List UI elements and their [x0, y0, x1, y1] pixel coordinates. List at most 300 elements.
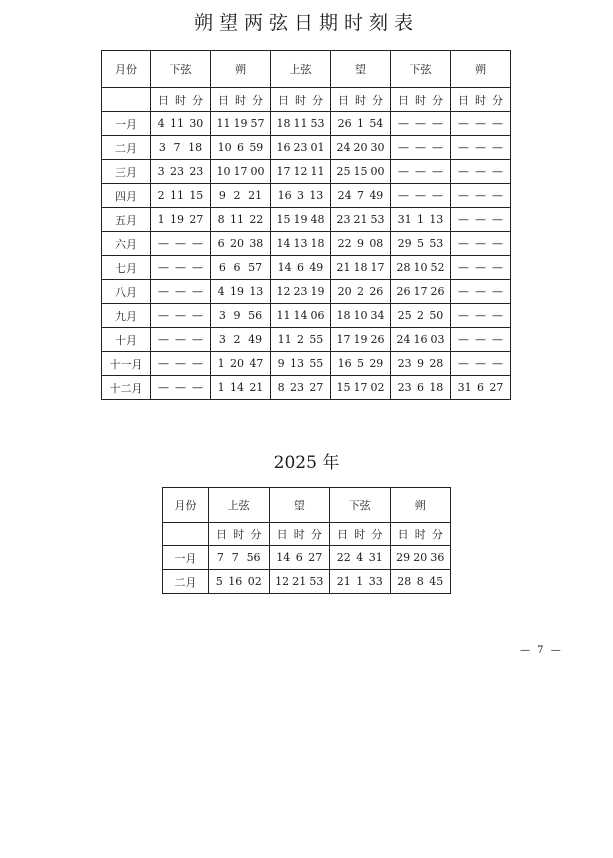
time-value: 49 [369, 189, 384, 202]
time-value: — [175, 357, 186, 370]
time-value: — [175, 261, 186, 274]
time-value: 26 [370, 333, 385, 346]
month-cell: 一月 [163, 546, 209, 570]
time-value: — [415, 189, 426, 202]
time-value: 19 [293, 213, 308, 226]
unit-label: 日 [398, 93, 409, 107]
time-cell [211, 160, 271, 184]
time-value: — [398, 141, 409, 154]
time-value: 7 [216, 551, 224, 564]
unit-header [271, 88, 331, 112]
time-value: 47 [249, 357, 264, 370]
time-value: 1 [356, 575, 364, 588]
unit-label: 时 [175, 93, 186, 107]
unit-label: 时 [475, 93, 486, 107]
time-cell [331, 352, 391, 376]
time-cell [391, 136, 451, 160]
time-value: — [492, 213, 503, 226]
time-value: 4 [356, 551, 364, 564]
time-value: 5 [416, 237, 424, 250]
time-value: 16 [228, 575, 243, 588]
time-value: 49 [309, 261, 324, 274]
time-value: 8 [217, 213, 225, 226]
time-value: — [398, 117, 409, 130]
time-value: — [475, 141, 486, 154]
time-value: 23 [397, 357, 412, 370]
unit-label: 分 [310, 528, 322, 541]
month-cell: 十二月 [102, 376, 151, 400]
time-value: 9 [356, 237, 364, 250]
time-cell [211, 352, 271, 376]
time-cell [391, 112, 451, 136]
time-value: 21 [353, 213, 368, 226]
time-value: — [475, 165, 486, 178]
time-value: 20 [337, 285, 352, 298]
time-value: 02 [370, 381, 385, 394]
unit-label: 日 [458, 93, 469, 107]
time-value: 16 [276, 141, 291, 154]
time-value: — [492, 333, 503, 346]
section-year-title: 2025 年 [273, 453, 340, 473]
time-value: 23 [293, 141, 308, 154]
unit-label: 分 [432, 93, 443, 107]
unit-header [151, 88, 211, 112]
time-value: 5 [215, 575, 223, 588]
unit-label: 时 [235, 93, 246, 107]
time-cell [271, 160, 331, 184]
time-cell [331, 256, 391, 280]
time-value: 1 [217, 381, 225, 394]
time-value: — [458, 309, 469, 322]
time-value: 11 [276, 309, 291, 322]
time-cell [451, 304, 511, 328]
time-cell [331, 160, 391, 184]
time-value: — [492, 141, 503, 154]
table-row [102, 184, 511, 208]
time-value: 57 [250, 117, 265, 130]
time-value: 2 [356, 285, 364, 298]
month-header: 月份 [102, 51, 151, 88]
time-value: 17 [370, 261, 385, 274]
time-cell [271, 256, 331, 280]
time-cell [271, 328, 331, 352]
time-value: 53 [310, 117, 325, 130]
time-value: 21 [248, 189, 263, 202]
time-value: 2 [157, 189, 165, 202]
time-value: — [458, 357, 469, 370]
month-cell: 二月 [163, 570, 209, 594]
month-cell: 二月 [102, 136, 151, 160]
time-value: 52 [430, 261, 445, 274]
time-cell [151, 280, 211, 304]
time-cell [451, 112, 511, 136]
time-value: 59 [249, 141, 264, 154]
time-value: 20 [229, 357, 244, 370]
unit-label: 日 [158, 93, 169, 107]
time-cell [151, 352, 211, 376]
time-value: 31 [397, 213, 412, 226]
table-row [163, 546, 451, 570]
time-value: 11 [169, 189, 184, 202]
time-cell [451, 232, 511, 256]
time-value: — [458, 333, 469, 346]
unit-label: 分 [250, 528, 262, 541]
time-value: — [432, 165, 443, 178]
time-value: 16 [277, 189, 292, 202]
time-cell [209, 570, 270, 594]
time-value: 27 [308, 551, 323, 564]
unit-label: 日 [338, 93, 349, 107]
time-value: 2 [416, 309, 424, 322]
time-value: 2 [233, 189, 241, 202]
time-cell [211, 208, 271, 232]
header-phase-row [163, 488, 451, 523]
time-value: 24 [336, 141, 351, 154]
time-value: 10 [353, 309, 368, 322]
time-value: 30 [189, 117, 204, 130]
time-value: 55 [309, 357, 324, 370]
time-cell [151, 112, 211, 136]
month-cell: 五月 [102, 208, 151, 232]
month-cell: 四月 [102, 184, 151, 208]
time-value: 16 [413, 333, 428, 346]
time-value: 34 [370, 309, 385, 322]
time-value: 17 [233, 165, 248, 178]
time-value: — [492, 309, 503, 322]
time-value: 3 [218, 309, 226, 322]
time-value: 13 [309, 189, 324, 202]
time-value: 14 [229, 381, 244, 394]
time-cell [211, 184, 271, 208]
time-value: 3 [157, 165, 165, 178]
time-value: — [458, 165, 469, 178]
unit-label: 时 [293, 528, 305, 541]
time-cell [211, 304, 271, 328]
time-value: — [475, 357, 486, 370]
time-value: — [475, 213, 486, 226]
time-cell [151, 232, 211, 256]
time-value: 9 [233, 309, 241, 322]
time-cell [451, 280, 511, 304]
month-cell: 七月 [102, 256, 151, 280]
blank-cell [163, 523, 209, 546]
time-value: 14 [293, 309, 308, 322]
time-value: 21 [292, 575, 307, 588]
time-value: 8 [277, 381, 285, 394]
time-value: — [492, 237, 503, 250]
time-value: — [158, 381, 169, 394]
time-value: 3 [218, 333, 226, 346]
time-cell [331, 136, 391, 160]
time-value: 11 [216, 117, 231, 130]
time-value: 6 [416, 381, 424, 394]
time-value: 18 [188, 141, 203, 154]
unit-label: 时 [354, 528, 366, 541]
time-cell [331, 208, 391, 232]
time-value: — [192, 285, 203, 298]
time-value: 6 [217, 237, 225, 250]
time-cell [391, 256, 451, 280]
time-value: 23 [336, 213, 351, 226]
time-cell [391, 328, 451, 352]
time-value: 17 [336, 333, 351, 346]
time-value: 21 [249, 381, 264, 394]
table-row [102, 304, 511, 328]
unit-header [211, 88, 271, 112]
time-value: 23 [169, 165, 184, 178]
time-value: 28 [396, 261, 411, 274]
time-value: 29 [396, 551, 411, 564]
unit-header [451, 88, 511, 112]
time-value: — [158, 333, 169, 346]
time-value: 12 [276, 285, 291, 298]
time-cell [209, 546, 270, 570]
phase-header: 朔 [211, 51, 271, 88]
time-value: 9 [277, 357, 285, 370]
page-title: 朔望两弦日期时刻表 [193, 12, 419, 34]
time-value: 26 [396, 285, 411, 298]
time-value: 12 [275, 575, 290, 588]
unit-header [390, 523, 451, 546]
time-value: — [192, 333, 203, 346]
time-value: 27 [489, 381, 504, 394]
time-value: — [192, 261, 203, 274]
time-value: — [175, 309, 186, 322]
time-value: 19 [229, 285, 244, 298]
header-unit-row [102, 88, 511, 112]
time-value: — [475, 333, 486, 346]
time-value: 15 [189, 189, 204, 202]
unit-label: 分 [312, 93, 323, 107]
time-value: 18 [429, 381, 444, 394]
time-value: 6 [295, 551, 303, 564]
table-row [102, 112, 511, 136]
phase-header: 朔 [390, 488, 451, 523]
month-cell: 八月 [102, 280, 151, 304]
phase-header: 上弦 [271, 51, 331, 88]
time-value: 8 [416, 575, 424, 588]
time-value: — [158, 237, 169, 250]
time-value: 06 [310, 309, 325, 322]
time-cell [391, 280, 451, 304]
time-cell [330, 546, 391, 570]
time-cell [331, 328, 391, 352]
time-cell [271, 280, 331, 304]
unit-label: 分 [431, 528, 443, 541]
time-value: 15 [336, 381, 351, 394]
time-cell [151, 160, 211, 184]
time-value: 12 [293, 165, 308, 178]
time-value: 22 [336, 551, 351, 564]
unit-label: 日 [276, 528, 288, 541]
time-cell [151, 376, 211, 400]
time-value: — [415, 141, 426, 154]
time-cell [391, 160, 451, 184]
time-value: — [458, 261, 469, 274]
time-value: 08 [369, 237, 384, 250]
time-cell [331, 112, 391, 136]
time-value: 53 [370, 213, 385, 226]
time-value: 3 [158, 141, 166, 154]
time-value: 7 [356, 189, 364, 202]
time-value: 21 [336, 575, 351, 588]
month-cell: 一月 [102, 112, 151, 136]
time-value: — [432, 189, 443, 202]
table-row [102, 136, 511, 160]
time-value: 36 [430, 551, 445, 564]
time-value: 14 [277, 261, 292, 274]
phase-table-2025 [162, 487, 451, 594]
time-value: 13 [429, 213, 444, 226]
time-cell [391, 376, 451, 400]
time-value: 23 [293, 285, 308, 298]
time-value: 23 [289, 381, 304, 394]
time-cell [151, 136, 211, 160]
time-value: 20 [353, 141, 368, 154]
unit-label: 时 [415, 93, 426, 107]
unit-label: 日 [218, 93, 229, 107]
time-value: 50 [429, 309, 444, 322]
table-row [102, 352, 511, 376]
time-value: 13 [289, 357, 304, 370]
time-cell [211, 112, 271, 136]
time-cell [211, 328, 271, 352]
time-value: 6 [218, 261, 226, 274]
phase-header: 下弦 [151, 51, 211, 88]
time-value: 38 [249, 237, 264, 250]
header-unit-row [163, 523, 451, 546]
time-value: 25 [397, 309, 412, 322]
table-row [102, 328, 511, 352]
unit-label: 时 [355, 93, 366, 107]
time-value: — [475, 117, 486, 130]
time-value: 28 [397, 575, 412, 588]
time-value: 22 [249, 213, 264, 226]
header-phase-row [102, 51, 511, 88]
month-cell: 十月 [102, 328, 151, 352]
time-value: — [475, 285, 486, 298]
time-value: — [192, 381, 203, 394]
time-value: — [415, 165, 426, 178]
time-value: 18 [310, 237, 325, 250]
time-cell [211, 232, 271, 256]
time-value: 28 [429, 357, 444, 370]
time-value: 1 [416, 213, 424, 226]
time-value: 20 [413, 551, 428, 564]
time-value: 01 [310, 141, 325, 154]
time-value: — [492, 165, 503, 178]
time-value: 29 [369, 357, 384, 370]
time-value: — [175, 333, 186, 346]
time-value: 29 [397, 237, 412, 250]
time-value: 15 [353, 165, 368, 178]
phase-table-main [101, 50, 511, 400]
time-cell [271, 304, 331, 328]
time-value: 9 [218, 189, 226, 202]
time-value: 11 [169, 117, 184, 130]
time-value: — [175, 381, 186, 394]
time-value: 7 [231, 551, 239, 564]
time-value: 21 [336, 261, 351, 274]
time-value: 24 [396, 333, 411, 346]
time-value: 17 [276, 165, 291, 178]
time-value: 56 [246, 551, 261, 564]
time-value: — [475, 261, 486, 274]
table-row [102, 208, 511, 232]
time-cell [271, 376, 331, 400]
phase-header: 望 [331, 51, 391, 88]
time-value: 11 [229, 213, 244, 226]
month-header: 月份 [163, 488, 209, 523]
time-cell [271, 232, 331, 256]
unit-label: 分 [252, 93, 263, 107]
unit-label: 分 [192, 93, 203, 107]
time-value: 19 [233, 117, 248, 130]
time-value: 10 [217, 141, 232, 154]
time-value: — [458, 189, 469, 202]
time-value: 00 [370, 165, 385, 178]
page-number: — 7 — [520, 645, 563, 656]
time-value: — [492, 117, 503, 130]
time-cell [331, 232, 391, 256]
time-value: 15 [276, 213, 291, 226]
time-value: — [432, 117, 443, 130]
time-value: — [492, 285, 503, 298]
month-cell: 三月 [102, 160, 151, 184]
time-cell [451, 136, 511, 160]
time-value: — [175, 285, 186, 298]
time-value: — [192, 237, 203, 250]
time-value: — [158, 285, 169, 298]
time-value: 48 [310, 213, 325, 226]
time-cell [390, 546, 451, 570]
time-value: 18 [276, 117, 291, 130]
time-value: 31 [457, 381, 472, 394]
time-value: 26 [430, 285, 445, 298]
time-cell [391, 232, 451, 256]
time-value: — [458, 117, 469, 130]
time-value: 55 [309, 333, 324, 346]
time-value: 6 [296, 261, 304, 274]
time-value: 20 [229, 237, 244, 250]
time-cell [331, 304, 391, 328]
time-value: 23 [397, 381, 412, 394]
time-value: — [458, 141, 469, 154]
unit-label: 日 [337, 528, 349, 541]
time-cell [451, 376, 511, 400]
time-value: 6 [236, 141, 244, 154]
unit-header [331, 88, 391, 112]
time-cell [331, 376, 391, 400]
time-value: 6 [233, 261, 241, 274]
time-cell [211, 280, 271, 304]
time-value: — [458, 285, 469, 298]
time-value: — [415, 117, 426, 130]
time-value: 33 [368, 575, 383, 588]
time-value: 53 [429, 237, 444, 250]
unit-label: 分 [372, 93, 383, 107]
table-row [102, 232, 511, 256]
unit-label: 时 [414, 528, 426, 541]
time-value: 19 [353, 333, 368, 346]
time-value: — [458, 237, 469, 250]
time-value: 49 [248, 333, 263, 346]
phase-header: 望 [269, 488, 330, 523]
time-value: 11 [277, 333, 292, 346]
time-value: — [458, 213, 469, 226]
time-cell [151, 208, 211, 232]
time-value: 14 [276, 551, 291, 564]
